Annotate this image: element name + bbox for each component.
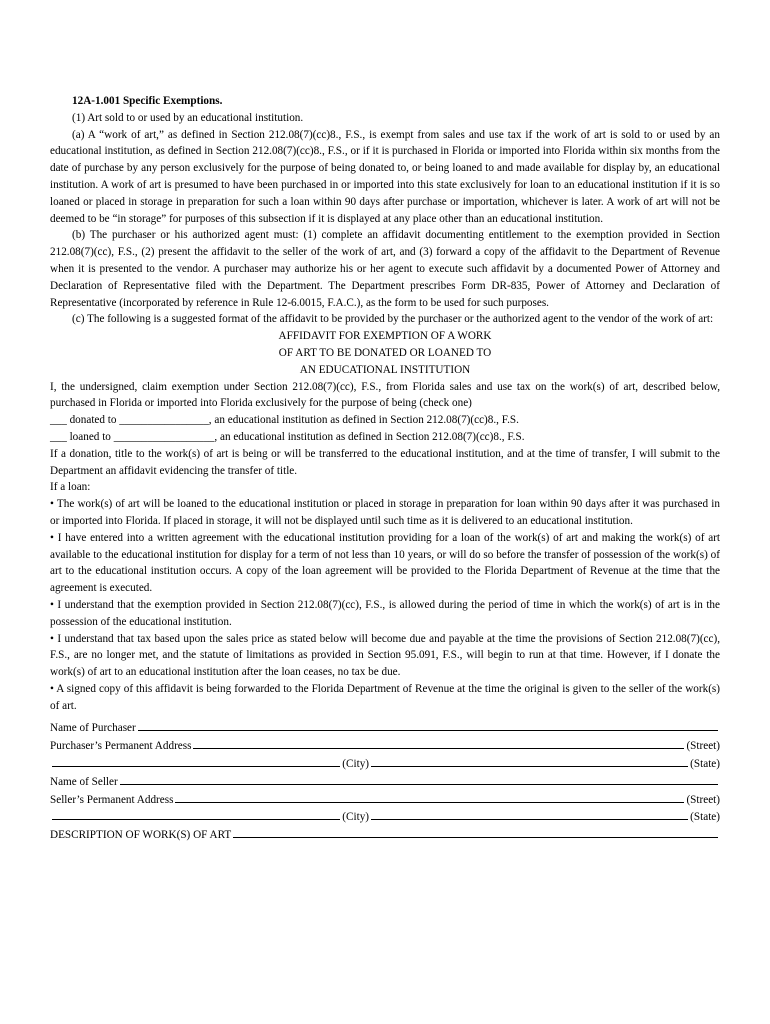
seller-address-label: Seller’s Permanent Address [50, 793, 174, 806]
affidavit-title-line-2: OF ART TO BE DONATED OR LOANED TO [278, 346, 492, 359]
purchaser-name-field[interactable] [138, 719, 718, 731]
description-row [50, 826, 720, 844]
street-label: (Street) [686, 793, 720, 806]
donation-statement: If a donation, title to the work(s) of art is being or will be transferred to the educational institution, and at the time of transfer, I will submit to the Department an affidavit evidencing the transfer of title. [50, 447, 720, 477]
purchaser-address-label: Purchaser’s Permanent Address [50, 740, 192, 753]
purchaser-name-label: Name of Purchaser [50, 722, 136, 735]
city-label: (City) [342, 811, 370, 824]
loan-bullet: • I understand that the exemption provided in Section 212.08(7)(cc), F.S., is allowed during the period of time in which the work(s) of art is in the possession of the educational institution. [50, 598, 720, 628]
option-loaned[interactable]: ___ loaned to __________________, an educational institution as defined in Section 212.08(7)(cc)8., F.S. [50, 430, 525, 443]
seller-name-field[interactable] [120, 773, 718, 785]
seller-name-label: Name of Seller [50, 775, 118, 788]
seller-name-row [50, 773, 720, 791]
street-label: (Street) [686, 740, 720, 753]
subsection-1: (1) Art sold to or used by an educational institution. [72, 111, 304, 124]
loan-bullet: • A signed copy of this affidavit is being forwarded to the Florida Department of Revenue at the time the original is given to the seller of the work(s) of art. [50, 682, 720, 712]
purchaser-city-field[interactable] [52, 755, 340, 767]
state-label: (State) [690, 758, 720, 771]
purchaser-state-field[interactable] [371, 755, 688, 767]
loan-bullet: • The work(s) of art will be loaned to the educational institution or placed in storage in preparation for loan within 90 days after it was purchased in or imported into Florida. If placed in storage, it will not be displayed until such time as it is delivered to an educational institution. [50, 498, 720, 527]
seller-city-row [50, 808, 720, 826]
loan-bullet: • I have entered into a written agreement with the educational institution providing for a loan of the work(s) of art and making the work(s) of art available to the educational institution for display for a term of not less than 10 years, or will do so before the transfer of possession of the work(s) of art to the educational institution occurs. A copy of the loan agreement will be provided to the Florida Department of Revenue at the time that the agreement is executed. [50, 531, 720, 595]
purchaser-name-row [50, 719, 720, 737]
city-label: (City) [342, 758, 370, 771]
purchaser-city-row [50, 755, 720, 773]
description-field[interactable] [233, 826, 718, 838]
if-loan-label: If a loan: [50, 481, 91, 494]
claim-statement: I, the undersigned, claim exemption under Section 212.08(7)(cc), F.S., from Florida sales and use tax on the work(s) of art, described below, purchased in Florida or imported into Florida exclusively for the purpose of being (check one) [50, 380, 720, 410]
seller-city-field[interactable] [52, 808, 340, 820]
option-donated[interactable]: ___ donated to ________________, an educational institution as defined in Section 212.08(7)(cc)8., F.S. [50, 414, 519, 427]
purchaser-street-field[interactable] [193, 737, 684, 749]
state-label: (State) [690, 811, 720, 824]
affidavit-title-line-1: AFFIDAVIT FOR EXEMPTION OF A WORK [278, 330, 492, 343]
paragraph-b: (b) The purchaser or his authorized agent must: (1) complete an affidavit documenting entitlement to the exemption provided in Section 212.08(7)(cc), F.S., (2) present the affidavit to the seller of the work of art, and (3) forward a copy of the affidavit to the Department of Revenue when it is presented to the vendor. A purchaser may authorize his or her agent to execute such affidavit by a documented Power of Attorney and Declaration of Representative filed with the Department. The Department prescribes Form DR-835, Power of Attorney and Declaration of Representative (incorporated by reference in Rule 12-6.0015, F.A.C.), as the form to be used for such purposes. [50, 229, 720, 309]
seller-state-field[interactable] [371, 808, 688, 820]
loan-bullet: • I understand that tax based upon the sales price as stated below will become due and payable at the time the provisions of Section 212.08(7)(cc), F.S., are no longer met, and the statute of limitations as provided in Section 95.091, F.S., will begin to run at that time. However, if I donate the work(s) of art to an educational institution after the loan ceases, no tax be due. [50, 632, 720, 679]
purchaser-address-row [50, 737, 720, 755]
paragraph-a: (a) A “work of art,” as defined in Section 212.08(7)(cc)8., F.S., is exempt from sales and use tax if the work of art is sold to or used by an educational institution, as defined in Section 212.08(7)(cc)8., F.S., or if it is purchased in Florida or imported into Florida within six months from the date of purchase by any person exclusively for the purpose of being donated to, or being loaned to and made available for display by, an educational institution. A work of art is presumed to have been purchased in or imported into this state exclusively for loan to an educational institution if it is so loaned or placed in storage in preparation for such a loan within 90 days after purchase or importation, whichever is later. A work of art will not be deemed to be “in storage” for purposes of this subsection if it is displayed at any place other than an educational institution. [50, 128, 720, 225]
seller-street-field[interactable] [175, 791, 684, 803]
paragraph-c: (c) The following is a suggested format of the affidavit to be provided by the purchaser or the authorized agent to the vendor of the work of art: [72, 313, 714, 326]
affidavit-title-line-3: AN EDUCATIONAL INSTITUTION [299, 363, 471, 376]
document-page [50, 93, 720, 844]
seller-address-row [50, 791, 720, 809]
rule-heading: 12A-1.001 Specific Exemptions. [72, 95, 223, 107]
description-label: DESCRIPTION OF WORK(S) OF ART [50, 829, 232, 842]
